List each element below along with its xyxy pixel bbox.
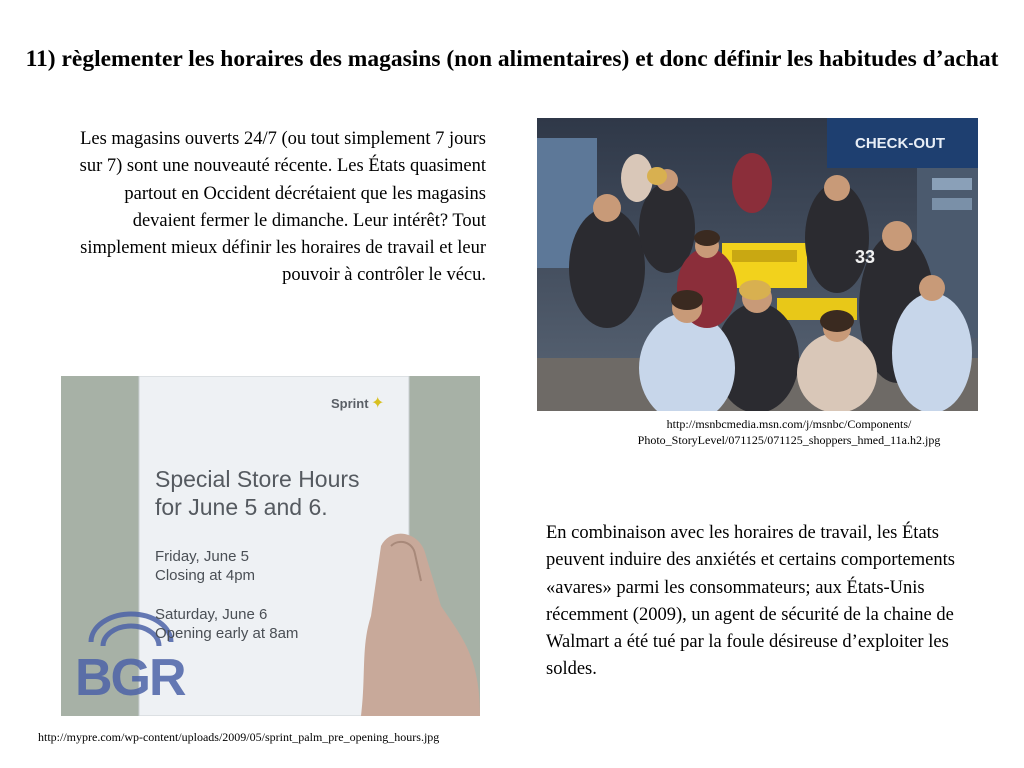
- store-hours-line-2: Closing at 4pm: [155, 567, 256, 584]
- slide-title: 11) règlementer les horaires des magasins (non alimentaires) et donc définir les habitudes d’achat: [25, 46, 999, 72]
- intro-paragraph: Les magasins ouverts 24/7 (ou tout simplement 7 jours sur 7) sont une nouveauté récente. Les États quasiment partout en Occident décrétaient que les magasins devaient fermer le dimanche. Leur intérêt? Tout simplement mieux définir les horaires de travail et leur pouvoir à contrôler le vécu.: [79, 129, 486, 286]
- store-hours-heading-line-2: for June 5 and 6.: [155, 494, 328, 520]
- svg-text:CHECK-OUT: CHECK-OUT: [855, 135, 945, 152]
- store-hours-heading-line-1: Special Store Hours: [155, 466, 360, 492]
- sprint-photo-caption: http://mypre.com/wp-content/uploads/2009/05/sprint_palm_pre_opening_hours.jpg: [38, 730, 440, 744]
- crowd-caption-line-2: Photo_StoryLevel/071125/071125_shoppers_hmed_11a.h2.jpg: [637, 433, 941, 447]
- store-hours-line-3: Saturday, June 6: [155, 606, 268, 623]
- crowd-caption-line-1: http://msnbcmedia.msn.com/j/msnbc/Components/: [666, 417, 912, 431]
- store-hours-line-4: Opening early at 8am: [155, 625, 299, 642]
- sprint-store-hours-photo: [61, 376, 480, 716]
- checkout-sign: [827, 118, 978, 168]
- sprint-logo-icon: ✦: [371, 395, 385, 412]
- sprint-brand: Sprint: [331, 396, 369, 411]
- store-hours-line-1: Friday, June 5: [155, 548, 249, 565]
- walmart-paragraph: En combinaison avec les horaires de travail, les États peuvent induire des anxiétés et certains comportements «avares» parmi les consommateurs; aux États-Unis récemment (2009), un agent de sécurité de la chaine de Walmart a été tué par la foule désireuse d’exploiter les soldes.: [546, 523, 955, 680]
- crowd-photo-caption: [540, 416, 1024, 448]
- crowd-shoppers-photo: [537, 118, 978, 411]
- svg-text:33: 33: [855, 247, 876, 267]
- bgr-watermark: BGR: [75, 649, 185, 707]
